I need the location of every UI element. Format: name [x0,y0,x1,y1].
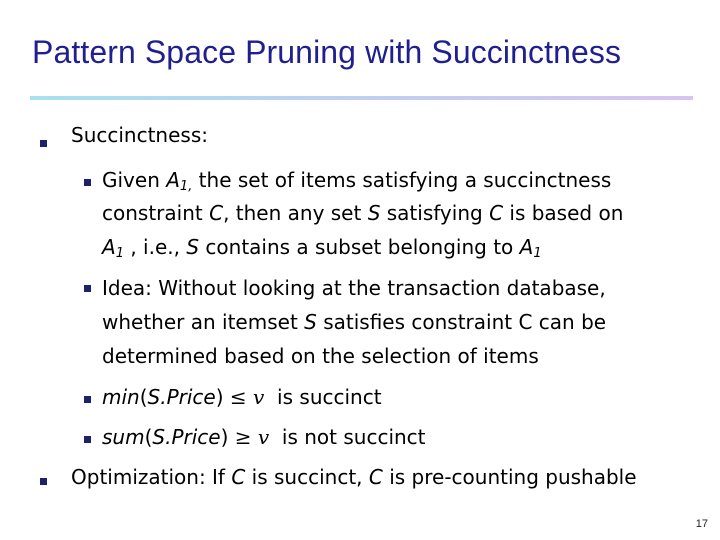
sub-bullet-given-line-3 [102,235,542,259]
text-run: is pre-counting pushable [382,465,637,489]
bullet-marker [40,478,47,485]
text-run: is succinct [264,385,382,409]
sub-bullet-given-line-2 [102,201,623,225]
text-run: is succinct, [245,465,369,489]
sub-bullet-marker [84,436,91,443]
sub-bullet-given-line-1 [102,168,611,192]
variable: v [257,425,270,449]
text-run: Idea: Without looking at the transaction database, [102,276,606,300]
variable: C [209,201,224,225]
page-number: 17 [695,518,708,530]
text-run: contains a subset belonging to [199,235,520,259]
bullet-succinctness [71,123,208,147]
text-run: the set of items satisfying a succinctness [192,168,612,192]
variable: C [231,465,246,489]
text-run: , then any set [223,201,368,225]
variable: S [367,201,381,225]
slide-title: Pattern Space Pruning with Succinctness [32,34,622,70]
variable: v [253,385,265,409]
subscript: 1 [115,246,124,261]
function-argument: S.Price [152,425,221,449]
variable: A [519,235,534,259]
text-run: ( [139,385,148,409]
math-operator: ≥ [228,425,258,449]
text-run: , i.e., [123,235,187,259]
title-underline [30,96,693,100]
bullet-optimization [71,465,637,489]
text-run: constraint [102,201,210,225]
text-run: is based on [503,201,624,225]
subscript: 1, [179,179,193,194]
bullet-marker [40,140,47,147]
function-name: sum [102,425,145,449]
variable: A [166,168,180,192]
sub-bullet-sum-price [102,425,426,449]
function-argument: S.Price [147,385,216,409]
variable: A [102,235,116,259]
text-run: is not succinct [269,425,426,449]
sub-bullet-idea-line-2 [102,310,606,334]
text-run: ( [144,425,153,449]
text-run: whether an itemset [102,310,305,334]
sub-bullet-min-price [102,385,382,409]
text-run: determined based on the selection of items [102,344,539,368]
variable: C [368,465,383,489]
text-run: ) [215,385,224,409]
bullet-text: Succinctness: [71,123,208,147]
sub-bullet-idea-line-1 [102,276,606,300]
text-run: satisfies constraint C can be [316,310,607,334]
text-run: satisfying [380,201,490,225]
subscript: 1 [533,246,542,261]
sub-bullet-idea-line-3 [102,344,539,368]
sub-bullet-marker [84,396,91,403]
text-run: Given [102,168,167,192]
text-run: Optimization: If [71,465,232,489]
sub-bullet-marker [84,179,91,186]
variable: C [489,201,504,225]
sub-bullet-marker [84,285,91,292]
text-run: ) [220,425,229,449]
function-name: min [102,385,140,409]
variable: S [186,235,200,259]
variable: S [304,310,317,334]
math-operator: ≤ [223,385,254,409]
